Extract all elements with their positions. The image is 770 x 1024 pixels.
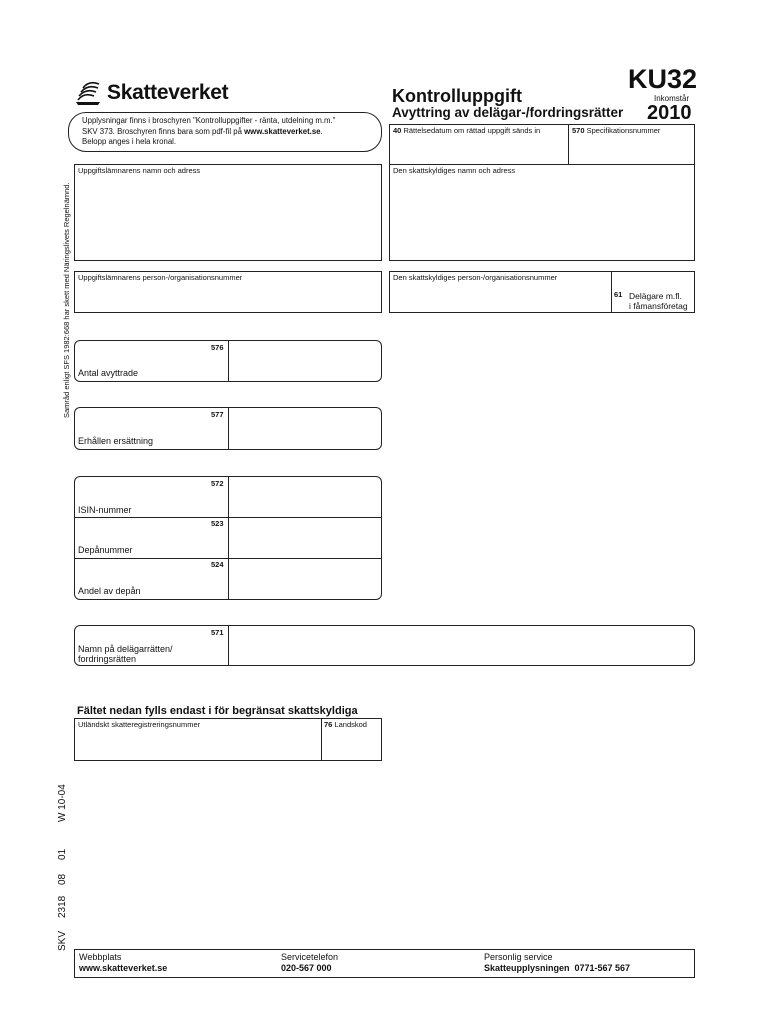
info-line-3: Belopp anges i hela kronal. <box>82 137 177 146</box>
margin-code-n1: 2318 <box>57 895 68 918</box>
form-subtitle: Avyttring av delägar-/fordringsrätter <box>392 105 624 120</box>
depa-code: 523 <box>211 519 224 528</box>
info-link[interactable]: www.skatteverket.se <box>244 126 321 136</box>
info-line-1: Upplysningar finns i broschyren "Kontrolluppgifter - ränta, utdelning m.m." <box>82 116 336 125</box>
namn-ratt-input[interactable] <box>229 626 694 665</box>
issuer-id-field[interactable] <box>74 271 382 313</box>
namn-ratt-code: 571 <box>211 628 224 637</box>
rattelse-spec-row: 40 Rättelsedatum om rättad uppgift sänds in 570 Specifikationsnummer <box>389 124 695 165</box>
taxpayer-name-label: Den skattskyldiges namn och adress <box>393 166 516 175</box>
skatteverket-logo <box>74 78 234 106</box>
taxpayer-id-label: Den skattskyldiges person-/organisationsnummer <box>393 273 558 282</box>
footer-personal-value: Skatteupplysningen 0771-567 567 <box>484 963 631 973</box>
foreign-id-input[interactable] <box>75 729 321 760</box>
isin-code: 572 <box>211 479 224 488</box>
ersattning-field <box>74 407 382 450</box>
brand-name: Skatteverket <box>107 81 229 104</box>
margin-code-w: W 10-04 <box>57 784 68 822</box>
antal-input[interactable] <box>229 341 381 381</box>
issuer-id-label: Uppgiftslämnarens person-/organisationsnummer <box>78 273 243 282</box>
issuer-name-label: Uppgiftslämnarens namn och adress <box>78 166 201 175</box>
form-title: Kontrolluppgift <box>392 86 522 106</box>
skatteverket-crown-logo-icon <box>74 78 104 106</box>
info-box <box>68 112 382 152</box>
footer-personal-label: Personlig service <box>484 952 553 962</box>
limited-row <box>74 718 382 761</box>
margin-code-skv: SKV <box>57 930 68 951</box>
andel-input[interactable] <box>229 559 381 599</box>
form-year: 2010 <box>647 102 692 124</box>
taxpayer-name-field[interactable] <box>389 164 695 261</box>
country-code: 76 <box>324 720 333 729</box>
isin-depa-group <box>74 476 382 600</box>
rattelse-label: Rättelsedatum om rättad uppgift sänds in <box>403 126 541 135</box>
delagare-label: Delägare m.fl. i fåmansföretag <box>629 291 688 311</box>
andel-label: Andel av depån <box>78 586 141 596</box>
antal-code: 576 <box>211 343 224 352</box>
ersattning-label: Erhållen ersättning <box>78 436 154 446</box>
footer <box>74 949 695 978</box>
footer-web-link[interactable]: www.skatteverket.se <box>79 963 168 973</box>
depa-label: Depånummer <box>78 545 133 555</box>
andel-code: 524 <box>211 560 224 569</box>
namn-ratt-label: Namn på delägarrätten/ fordringsrätten <box>78 644 173 664</box>
ersattning-code: 577 <box>211 410 224 419</box>
antal-field <box>74 340 382 382</box>
side-legal-text: Samråd enligt SFS 1982:668 har skett med Näringslivets Regelnämnd. <box>62 182 71 418</box>
isin-label: ISIN-nummer <box>78 505 132 515</box>
isin-input[interactable] <box>229 477 381 517</box>
country-label: Landskod <box>334 720 367 729</box>
footer-phone-value: 020-567 000 <box>281 963 332 973</box>
limited-heading: Fältet nedan fylls endast i för begränsat skattskyldiga <box>77 705 358 717</box>
year-label: Inkomstår <box>654 94 690 103</box>
antal-label: Antal avyttrade <box>78 368 139 378</box>
rattelse-input[interactable] <box>390 135 568 164</box>
namn-ratt-field <box>74 625 695 666</box>
spec-input[interactable] <box>569 135 694 164</box>
footer-phone-label: Servicetelefon <box>281 952 339 962</box>
depa-input[interactable] <box>229 518 381 558</box>
country-input[interactable] <box>322 729 381 760</box>
delagare-checkbox[interactable] <box>611 290 626 312</box>
footer-web-label: Webbplats <box>79 952 122 962</box>
ersattning-input[interactable] <box>229 408 381 449</box>
margin-code-n2: 08 <box>57 873 68 885</box>
form-code: KU32 <box>628 64 698 94</box>
foreign-id-label: Utländskt skatteregistreringsnummer <box>78 720 201 729</box>
info-line-2: SKV 373. Broschyren finns bara som pdf-fil på www.skatteverket.se. <box>82 126 323 136</box>
spec-label: Specifikationsnummer <box>586 126 661 135</box>
delagare-code: 61 <box>614 290 623 299</box>
issuer-name-field[interactable] <box>74 164 382 261</box>
margin-code-n3: 01 <box>57 848 68 860</box>
